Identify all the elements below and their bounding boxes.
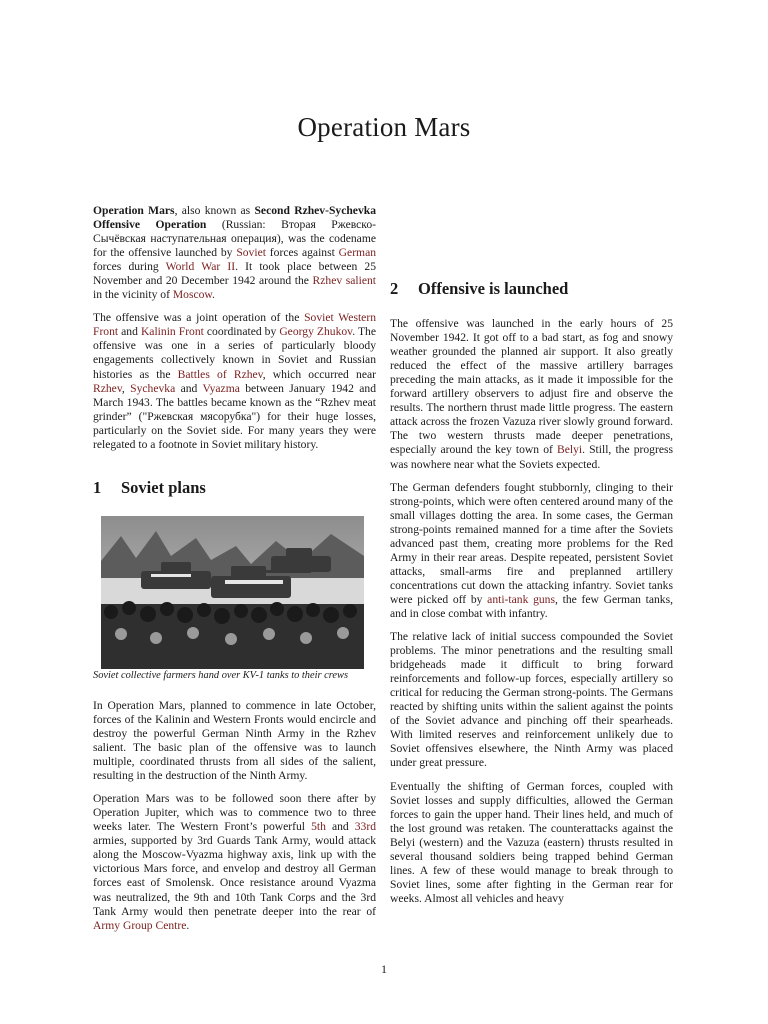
text: . The offensive was one in a series of particularly bloody engagements collectively known in Soviet and Russian histories as the xyxy=(93,325,376,381)
text: in the vicinity of xyxy=(93,288,173,302)
text: . xyxy=(212,288,215,302)
link-rzhev[interactable]: Rzhev xyxy=(93,381,122,395)
text: , xyxy=(121,381,131,395)
section-number: 1 xyxy=(93,477,102,497)
text: . xyxy=(186,918,190,932)
link-rzhev-salient[interactable]: Rzhev salient xyxy=(312,274,377,288)
section2-paragraph-3: The relative lack of initial success compounded the Soviet problems. The minor penetrations and the resulting small bridgeheads made it difficult to bring forward reinforcements and follow-up forces, especially artillery so critical for reducing the German strong-points. The Germans reacted by shifting units within the salient against the points of the Soviet advance and pinching off their spearheads. With limited reserves and reinforcement unlikely due to Soviet offensives elsewhere, the Ninth Army was placed under great pressure. xyxy=(390,630,673,770)
text: . Still, the progress was nowhere near what the Soviets expected. xyxy=(390,443,673,471)
section2-paragraph-4: Eventually the shifting of German forces, coupled with Soviet losses and supply difficulties, allowed the German forces to gain the upper hand. Their lines held, and much of the lost ground was retaken. The counterattacks against the Belyi (western) and the Vazuza (eastern) thrusts resulted in several thousand soldiers being trapped behind German lines. A few of these would manage to break through to Soviet lines, some after fighting in the German rear for weeks. Almost all vehicles and heavy xyxy=(390,779,673,905)
left-column xyxy=(93,204,376,942)
intro-paragraph-2 xyxy=(93,311,376,451)
section1-paragraph-2 xyxy=(93,792,376,932)
link-georgy-zhukov[interactable]: Georgy Zhukov xyxy=(279,325,353,339)
link-army-group-centre[interactable]: Army Group Centre xyxy=(93,918,187,932)
text: , the few German tanks, and in close combat with infantry. xyxy=(390,592,673,620)
text: The German defenders fought stubbornly, clinging to their strong-points, which were often centered around many of the small villages dotting the area. In some cases, the German strong-points remained manned for a time after the Soviets advanced past them, creating more problems for the Red Army in their rear areas. Despite repeated, persistent Soviet attacks, small-arms fire and preplanned artillery concentrations cut down the attacking infantry. Soviet tanks were picked off by xyxy=(390,480,673,606)
text: , also known as xyxy=(174,204,255,217)
link-soviet-western-front[interactable]: Soviet Western Front xyxy=(93,311,376,339)
text: between January 1942 and March 1943. The battles became known as the “Rzhev meat grinder” ("Ржевская мясорубка") for their huge losses, particularly on the Soviet side. For many years they were relegated to a footnote in Soviet military history. xyxy=(93,381,377,451)
photo-image xyxy=(101,516,364,669)
section-title: Soviet plans xyxy=(121,477,206,497)
text: coordinated by xyxy=(203,325,280,339)
text: and xyxy=(175,381,203,395)
text: (Russian: Вторая Ржевско-Сычёвская наступательная операция), was the codename for the offensive launched by xyxy=(93,218,376,260)
page-number: 1 xyxy=(381,962,387,976)
link-soviet[interactable]: Soviet xyxy=(236,246,266,260)
text: The offensive was a joint operation of the xyxy=(93,311,305,325)
text: and xyxy=(118,325,141,339)
page-title: Operation Mars xyxy=(297,112,471,142)
section-heading-soviet-plans xyxy=(93,477,376,497)
link-vyazma[interactable]: Vyazma xyxy=(202,381,240,395)
section2-paragraph-2 xyxy=(390,481,673,621)
bold-term: Operation Mars xyxy=(93,204,175,217)
text: forces against xyxy=(265,246,339,260)
text: and xyxy=(325,820,355,834)
link-kalinin-front[interactable]: Kalinin Front xyxy=(140,325,204,339)
link-german[interactable]: German xyxy=(338,246,377,260)
link-5th-army[interactable]: 5th xyxy=(311,820,326,834)
link-moscow[interactable]: Moscow xyxy=(172,288,213,302)
section1-paragraph-1: In Operation Mars, planned to commence in late October, forces of the Kalinin and Western Fronts would encircle and destroy the powerful German Ninth Army in the Rzhev salient. The basic plan of the offensive was to launch multiple, coordinated thrusts from all sides of the salient, resulting in the destruction of the Ninth Army. xyxy=(93,698,376,783)
bold-term: Second Rzhev-Sychevka Offensive Operation xyxy=(93,204,376,232)
photo-kv1-tanks xyxy=(101,516,364,669)
section-number: 2 xyxy=(390,279,399,298)
text: The offensive was launched in the early hours of 25 November 1942. It got off to a bad start, as fog and snowy weather grounded the planned air support. It also greatly reduced the effect of the massive artillery barrages preceding the main attacks, as it made it impossible for the forward artillery observers to adjust fire and observe the results. The northern thrust made little progress. The eastern attack across the frozen Vazuza river slowly ground forward. The two western thrusts made deeper penetrations, especially around the key town of xyxy=(390,317,673,457)
link-battles-of-rzhev[interactable]: Battles of Rzhev xyxy=(177,367,263,381)
section-title: Offensive is launched xyxy=(418,279,569,298)
link-sychevka[interactable]: Sychevka xyxy=(130,381,176,395)
text: . It took place between 25 November and 20 December 1942 around the xyxy=(93,260,376,288)
section2-paragraph-1 xyxy=(390,317,673,472)
link-anti-tank-guns[interactable]: anti-tank guns xyxy=(487,592,555,606)
section-heading-offensive-launched xyxy=(390,279,673,298)
text: , which occurred near xyxy=(262,367,376,381)
intro-paragraph-1 xyxy=(93,204,376,302)
figure-caption: Soviet collective farmers hand over KV-1 tanks to their crews xyxy=(93,669,348,681)
text: Operation Mars was to be followed soon there after by Operation Jupiter, which was to commence two to three weeks later. The Western Front’s powerful xyxy=(93,792,376,834)
right-column xyxy=(390,204,673,915)
link-belyi[interactable]: Belyi xyxy=(556,443,583,457)
text: forces during xyxy=(93,260,166,274)
text: armies, supported by 3rd Guards Tank Army, would attack along the Moscow-Vyazma highway axis, link up with the victorious Mars force, and envelop and destroy all German forces east of Smolensk. Once resistance around Vyazma was neutralized, the 9th and 10th Tank Corps and the 3rd Tank Army would then penetrate deeper into the rear of xyxy=(93,834,376,918)
link-33rd-army[interactable]: 33rd xyxy=(354,820,376,834)
link-world-war-ii[interactable]: World War II xyxy=(165,260,236,274)
